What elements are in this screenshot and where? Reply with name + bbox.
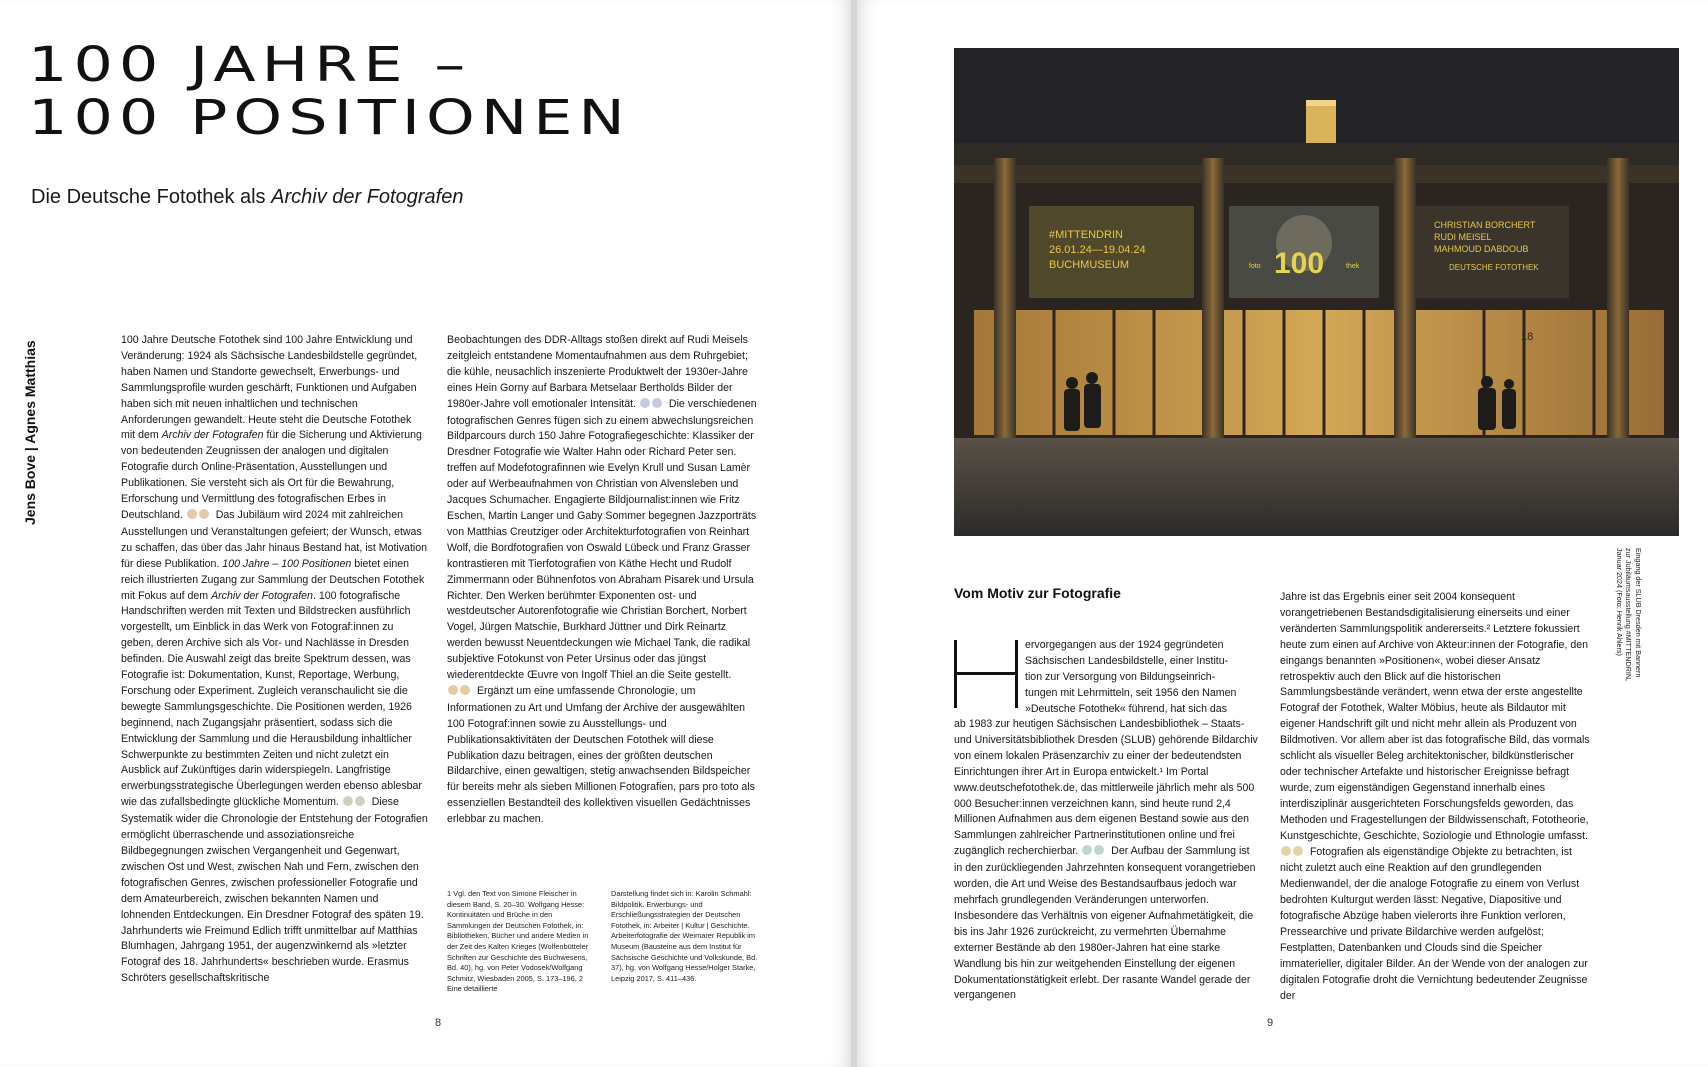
text-run: Beobachtungen des DDR-Alltags stoßen direkt auf Rudi Meisels zeitgleich entstandene Momentaufnahmen aus dem Ruhrgebiet; die kühle, neusachlich inszenierte Produktwelt der 1930er-Jahre eines Hein Gorny auf Barbara Metselaar Bertholds Bilder der 1980er-Jahre voll emotionaler Intensität. [447,334,748,410]
door-number: 18 [1521,331,1534,343]
dot-marker [1281,846,1305,862]
text-column-1-indent [1025,638,1255,718]
caption-line-1: Eingang der SLUB Dresden mit Bannern [1634,548,1643,678]
left-page [0,0,851,1067]
text-run: Der Aufbau der Sammlung ist in den zurückliegenden Jahrzehnten konsequent vorangetrieben worden, die Art und Weise des Bestandsaufbaus jedoch war mehrfach grundlegenden Veränderungen unterworfen. Insbesondere das Verhältnis von eigener Aufnahmetätigkeit, die bis ins Jahr 1926 zurückreicht, zu vermehrten Übernahme externer Bestände ab den 1980er-Jahren hat eine starke Wandlung bis hin zur weitgehenden Einstellung der eigenen Dokumentationstätigkeit erlebt. Der rasante Wandel gerade der vergangenen [954,845,1256,1002]
text-run: Jahre ist das Ergebnis einer seit 2004 konsequent vorangetriebenen Bestandsdigitalisierung einerseits und einer veränderten Sammlungspolitik andererseits.² Letztere fokussiert heute zum einen auf Archive von Akteur:innen der Fotografie, den eingangs benannten »Positionen«, wobei dieser Ansatz retrospektiv auch den Blick auf die historischen Sammlungsbestände verändert, wenn etwa der erste angestellte Fotograf der Fotothek, Walter Möbius, heute als Bildautor mit eigener Handschrift gilt und nicht mehr allein als Produzent von Bildmotiven. Vor allem aber ist das fotografische Bild, das vormals schlicht als visueller Beleg architektonischer, bildkünstlerischer oder technischer Artefakte und historischer Ereignisse befragt wurde, zum eigenständigen Gegenstand innerhalb eines interdisziplinär ausgerichteten Forschungsfelds geworden, das Methoden und Fragestellungen der Bildwissenschaft, Fototheorie, Kunstgeschichte, Geschichte, Soziologie und Ethnologie umfasst. [1280,591,1590,842]
banner-center-number: 100 [1274,247,1325,280]
dot-marker [343,796,367,812]
banner-center-side-right: thek [1346,263,1360,270]
text-run: für die Sicherung und Aktivierung von bedeutenden Zeugnissen der analogen und digitalen Fotografie durch Online-Präsentation, Ausstellungen und Publikationen. Sie versteht sich als Ort für die Bewahrung, Erforschung und Vermittlung des fotografischen Erbes in Deutschland. [121,429,422,521]
text-line: ervorgegangen aus der 1924 gegründeten [1025,639,1224,651]
photo-caption [1614,548,1643,681]
text-run: bietet einen reich illustrierten Zugang zur Sammlung der Deutschen Fotothek mit Fokus auf dem [121,557,425,602]
entrance-photo [954,48,1679,536]
paragraph [447,333,757,828]
dot-marker [448,685,472,701]
text-run: Das Jubiläum wird 2024 mit zahlreichen Ausstellungen und Veranstaltungen gefeiert; der Wunsch, etwas zu schaffen, das über das Jahr hinaus Bestand hat, ist Motivation für diese Publikation. [121,508,428,570]
section-heading: Vom Motiv zur Fotografie [954,585,1121,601]
text-column-2 [1280,590,1592,1005]
caption-line-2: zur Jubiläumsausstellung #MITTENDRIN, [1624,548,1634,682]
text-column-2 [447,333,757,828]
italic-run: Archiv der Fotografen [161,429,264,442]
banner-right-line-3: MAHMOUD DABDOUB [1434,244,1529,254]
page-title [28,35,631,146]
subtitle [31,186,463,209]
dot-marker [1082,845,1106,861]
text-run: ab 1983 zur heutigen Sächsischen Landesbibliothek – Staats- und Universitätsbibliothek Dresden (SLUB) gehörende Bildarchiv von einem lokalen Präsenzarchiv zu einer der bedeutendsten Einrichtungen ihrer Art in Europa entwickelt.¹ Im Portal www.deutschefotothek.de, das mittlerweile jährlich mehr als 500 000 Besucher:innen verzeichnen kann, sind heute rund 2,4 Millionen Aufnahmen aus dem eigenen Bestand sowie aus den Sammlungen zahlreicher Partnerinstitutionen online und frei zugänglich recherchierbar. [954,718,1258,858]
banner-left-line-1: #MITTENDRIN [1049,229,1123,241]
italic-run: Archiv der Fotografen [211,589,313,602]
page-number: 8 [435,1017,442,1029]
paragraph [954,717,1259,1004]
text-column-1 [121,333,428,987]
text-run: . 100 fotografische Handschriften werden mit Texten und Bildstrecken ausführlich vorgestellt, um Einblick in das Werk von Fotograf:innen zu geben, deren Archive sich als Vor- und Nachlässe in Dresden befinden. Die Auswahl zeigt das breite Spektrum dessen, was Fotografie ist: Dokumentation, Kunst, Reportage, Werbung, Forschung oder Experiment. Zugleich veranschaulicht sie die bewegte Sammlungsgeschichte. Die Positionen werden, 1926 beginnend, nach Zugangsjahr präsentiert, sodass sich die Entwicklung der Sammlung und die Herausbildung inhaltlicher Schwerpunkte zu bestimmten Zeiten und nicht zuletzt ein Ausblick auf Zukünftiges darin widerspiegeln. Langfristige erwerbungsstrategische Überlegungen werden ebenso ablesbar wie das zufallsbedingte glückliche Momentum. [121,589,422,809]
dot-marker [640,398,664,414]
dot-marker [187,509,211,525]
banner-left-line-3: BUCHMUSEUM [1049,259,1130,271]
subtitle-italic: Archiv der Fotografen [271,186,464,208]
banner-right-line-2: RUDI MEISEL [1434,232,1492,242]
footnote-2: Darstellung findet sich in: Karolin Schmahl: Bildpolitik. Erwerbungs- und Erschließungsstrategien der Deutschen Fotothek, in: Arbeiter | Kultur | Geschichte. Arbeiterfotografie der Weimarer Republik im Museum (Bausteine aus dem Institut für Sächsische Geschichte und Volkskunde, Bd. 37), hg. von Wolfgang Hesse/Holger Starke, Leipzig 2017, S. 411–436. [611,889,758,983]
caption-line-3: Januar 2024 (Foto: Henrik Ahlers) [1614,548,1624,656]
right-page [857,0,1708,1067]
text-run: Die verschiedenen fotografischen Genres fügen sich zu einem abwechslungsreichen Bildparcours durch 150 Jahre Fotografiegeschichte: Klassiker der Dresdner Fotografie wie Walter Hahn oder Richard Peter sen. treffen auf Modefotografinnen wie Evelyn Krull und Susan Lamèr oder auf Werbeaufnahmen von Christian von Alvensleben und Jacques Schumacher. Engagierte Bildjournalist:innen wie Fritz Eschen, Martin Langer und Gaby Sommer begegnen Jazzporträts von Matthias Creutziger oder Architekturfotografien von Reinhart Wolf, die Bordfotografien von Oswald Lübeck und Franz Grasser kontrastieren mit Tierfotografien von Käthe Hecht und Rudolf Zimmermann oder Bühnenfotos von Abraham Pisarek und Ursula Richter. Den Werken berühmter Exponenten ost- und westdeutscher Autorenfotografie wie Christian Borchert, Norbert Vogel, Jürgen Matschie, Burkhard Jüttner und Dirk Reinartz werden bewusst Neuentdeckungen wie Michael Tank, die radikal subjektive Fotokunst von Peter Ursinus oder das jüngst wiederentdeckte Œuvre von Ingolf Thiel an die Seite gestellt. [447,397,757,682]
title-line-2: 100 POSITIONEN [28,88,631,146]
banner-left-line-2: 26.01.24—19.04.24 [1049,244,1146,256]
paragraph [1280,590,1592,1005]
page-number: 9 [1267,1017,1274,1029]
banner-right-line-1: CHRISTIAN BORCHERT [1434,220,1536,230]
banner-right-line-4: DEUTSCHE FOTOTHEK [1449,263,1539,272]
text-run: Ergänzt um eine umfassende Chronologie, um Informationen zu Art und Umfang der Archive der ausgewählten 100 Fotograf:innen sowie zu Ausstellungs- und Publikationsaktivitäten der Deutschen Fotothek will diese Publikation dazu beitragen, eines der größten deutschen Bildarchive, einen gewaltigen, stetig anwachsenden Bildspeicher für bereits mehr als sieben Millionen Fotografien, pars pro toto als essenziellen Bestandteil des kollektiven visuellen Gedächtnisses erlebbar zu machen. [447,684,755,826]
text-column-1 [954,717,1259,1004]
title-line-1: 100 JAHRE – [28,35,472,93]
drop-cap-h [954,640,1018,708]
text-line: »Deutsche Fotothek« führend, hat sich das [1025,702,1227,715]
text-run: Diese Systematik wider die Chronologie der Entstehung der Fotografien ermöglicht überraschende und assoziationsreiche Bildbegegnungen zwischen Vergangenheit und Gegenwart, zwischen Ost und West, zwischen Nah und Fern, zwischen den fotografischen Genres, zwischen professioneller Fotografie und dem Amateurbereich, zwischen bekannten Namen und lohnenden Entdeckungen. Ein Dresdner Fotograf des späten 19. Jahrhunderts wie Freimund Edlich trifft unmittelbar auf Matthias Blumhagen, Jahrgang 1951, der augenzwinkernd als »letzter Fotograf des 18. Jahrhunderts« beschrieben wurde. Erasmus Schröters gesellschaftskritische [121,796,428,985]
footnote-1: 1 Vgl. den Text von Simone Fleischer in diesem Band, S. 20–30. Wolfgang Hesse: Kontinuitäten und Brüche in den Sammlungen der Deutschen Fotothek, in: Bibliotheken, Bücher und andere Medien in der Zeit des Kalten Krieges (Wolfenbütteler Schriften zur Geschichte des Buchwesens, Bd. 40), hg. von Peter Vodosek/Wolfgang Schmitz, Wiesbaden 2005, S. 173–196. 2 Eine detaillierte [447,889,589,994]
text-line: tungen mit Lehrmitteln, seit 1956 den Namen [1025,686,1237,699]
italic-run: 100 Jahre – 100 Positionen [222,557,352,570]
paragraph [121,333,428,987]
text-line: Sächsischen Landesbildstelle, einer Institu- [1025,654,1229,667]
banner-center-side-left: foto [1249,263,1261,270]
text-line: tion zur Versorgung von Bildungseinrich- [1025,670,1216,683]
text-run: 100 Jahre Deutsche Fotothek sind 100 Jahre Entwicklung und Veränderung: 1924 als Sächsische Landesbildstelle gegründet, haben Namen und Standorte gewechselt, Erwerbungs- und Sammlungsprofile wurden geschärft, Funktionen und Aufgaben haben sich mit neuen inhaltlichen und technischen Anforderungen gewandelt. Heute steht die Deutsche Fotothek mit dem [121,334,418,442]
text-run: Fotografien als eigenständige Objekte zu betrachten, ist nicht zuletzt auch eine Reaktion auf den grundlegenden Medienwandel, der die analoge Fotografie zu einem von Verlust bedrohten Kulturgut werden lässt: Negative, Diapositive und fotografische Abzüge haben vielerorts ihre Funktion verloren, Pressearchive und private Bildarchive werden aufgelöst; Festplatten, Datenbanken und Clouds sind die Speicher immaterieller, digitaler Bilder. An der Wende von der analogen zur digitalen Fotografie droht die Vernichtung bedeutender Zeugnisse der [1280,845,1588,1002]
subtitle-plain: Die Deutsche Fotothek als [31,186,272,208]
authors: Jens Bove | Agnes Matthias [22,340,38,525]
